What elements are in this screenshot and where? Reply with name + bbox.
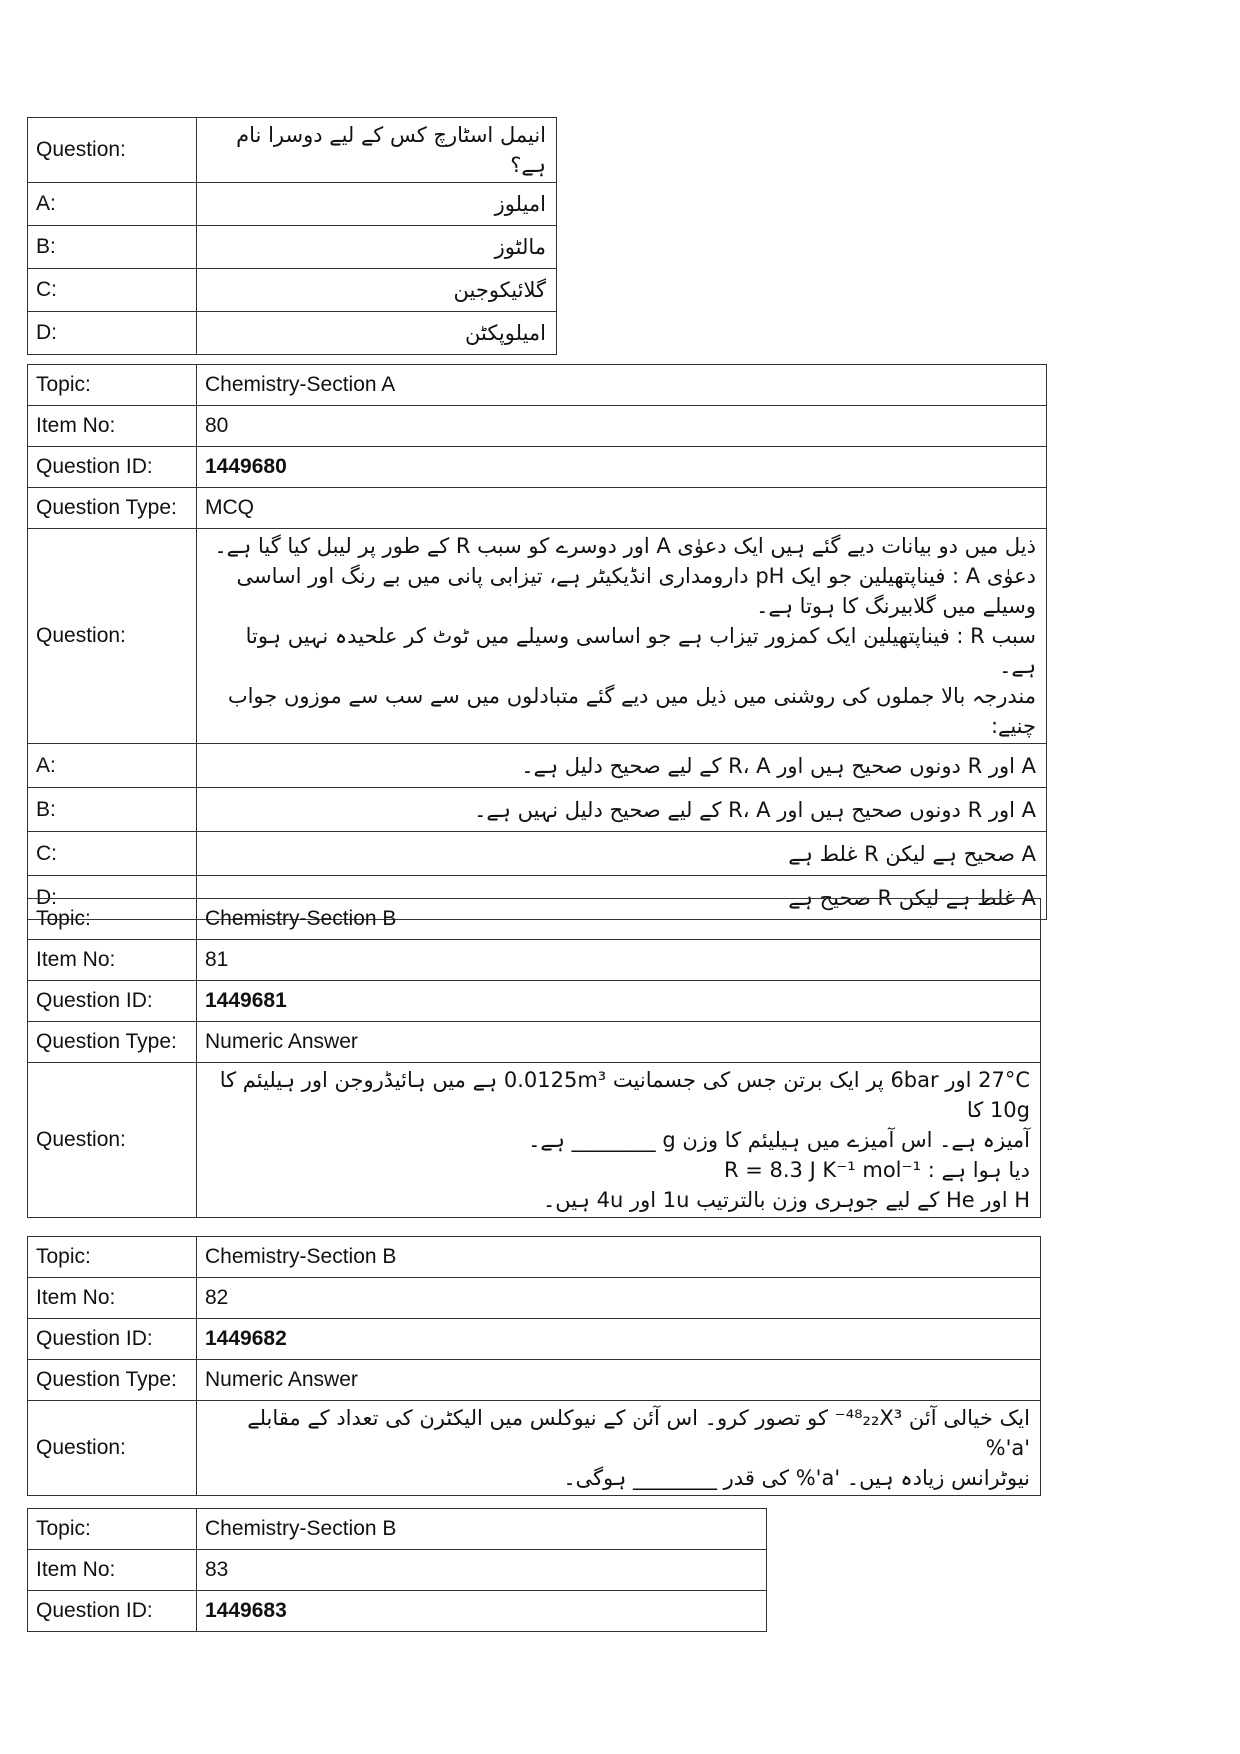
label-topic: Topic: xyxy=(28,1509,197,1550)
question-text xyxy=(197,529,1047,744)
label-item-no: Item No: xyxy=(28,406,197,447)
label-option-c: C: xyxy=(28,832,197,876)
item-no-value: 81 xyxy=(197,940,1041,981)
question-type-value: Numeric Answer xyxy=(197,1022,1041,1063)
label-question-id: Question ID: xyxy=(28,981,197,1022)
question-table-prev xyxy=(27,117,557,355)
question-text: انیمل اسٹارچ کس کے لیے دوسرا نام ہے؟ xyxy=(197,118,557,183)
question-text xyxy=(197,1401,1041,1496)
question-id-value: 1449682 xyxy=(197,1319,1041,1360)
item-no-value: 80 xyxy=(197,406,1047,447)
label-question-id: Question ID: xyxy=(28,447,197,488)
option-c: A صحیح ہے لیکن R غلط ہے xyxy=(197,832,1047,876)
label-option-d: D: xyxy=(28,876,197,920)
topic-value: Chemistry-Section B xyxy=(197,1509,767,1550)
topic-value: Chemistry-Section A xyxy=(197,365,1047,406)
topic-value: Chemistry-Section B xyxy=(197,899,1041,940)
option-b: مالٹوز xyxy=(197,226,557,269)
label-question-id: Question ID: xyxy=(28,1591,197,1632)
label-question: Question: xyxy=(28,1063,197,1218)
label-option-b: B: xyxy=(28,226,197,269)
label-topic: Topic: xyxy=(28,365,197,406)
item-no-value: 83 xyxy=(197,1550,767,1591)
label-option-b: B: xyxy=(28,788,197,832)
label-question-type: Question Type: xyxy=(28,1022,197,1063)
option-d: امیلوپکٹن xyxy=(197,312,557,355)
question-line: 27°C اور 6bar پر ایک برتن جس کی جسمانیت 0.0125m³ ہے میں ہائیڈروجن اور ہیلیئم کا 10g کا xyxy=(219,1068,1030,1122)
question-line: ایک خیالی آئن ⁴⁸₂₂X³⁻ کو تصور کرو۔ اس آئن کے نیوکلس میں الیکٹرن کی تعداد کے مقابلے 'a'% xyxy=(247,1406,1030,1460)
question-line: دعوٰی A : فیناپتھیلین جو ایک pH دارومداری انڈیکیٹر ہے، تیزابی پانی میں بے رنگ اور اساسی xyxy=(236,564,1036,588)
label-topic: Topic: xyxy=(28,899,197,940)
label-option-c: C: xyxy=(28,269,197,312)
option-b: A اور R دونوں صحیح ہیں اور R، A کے لیے صحیح دلیل نہیں ہے۔ xyxy=(197,788,1047,832)
label-item-no: Item No: xyxy=(28,940,197,981)
label-question-type: Question Type: xyxy=(28,488,197,529)
question-line: مندرجہ بالا جملوں کی روشنی میں ذیل میں دیے گئے متبادلوں میں سے سب سے موزوں جواب چنیے: xyxy=(227,684,1036,738)
question-line: نیوٹرانس زیادہ ہیں۔ 'a'% کی قدر ________ ہوگی۔ xyxy=(563,1466,1030,1490)
label-topic: Topic: xyxy=(28,1237,197,1278)
label-item-no: Item No: xyxy=(28,1278,197,1319)
question-table-80 xyxy=(27,364,1047,920)
question-table-83 xyxy=(27,1508,767,1632)
label-question: Question: xyxy=(28,529,197,744)
label-item-no: Item No: xyxy=(28,1550,197,1591)
topic-value: Chemistry-Section B xyxy=(197,1237,1041,1278)
question-line: دیا ہوا ہے : R = 8.3 J K⁻¹ mol⁻¹ xyxy=(723,1158,1030,1182)
label-option-a: A: xyxy=(28,183,197,226)
option-a: A اور R دونوں صحیح ہیں اور R، A کے لیے صحیح دلیل ہے۔ xyxy=(197,744,1047,788)
question-line: وسیلے میں گلابیرنگ کا ہوتا ہے۔ xyxy=(756,594,1036,618)
question-table-81 xyxy=(27,898,1041,1218)
question-id-value: 1449681 xyxy=(197,981,1041,1022)
question-line: H اور He کے لیے جوہری وزن بالترتیب 1u اور 4u ہیں۔ xyxy=(542,1188,1030,1212)
question-table-82 xyxy=(27,1236,1041,1496)
label-option-d: D: xyxy=(28,312,197,355)
question-type-value: Numeric Answer xyxy=(197,1360,1041,1401)
question-type-value: MCQ xyxy=(197,488,1047,529)
label-question: Question: xyxy=(28,1401,197,1496)
question-id-value: 1449680 xyxy=(197,447,1047,488)
question-line: ذیل میں دو بیانات دیے گئے ہیں ایک دعوٰی A اور دوسرے کو سبب R کے طور پر لیبل کیا گیا ہے۔ xyxy=(214,534,1036,558)
question-line: سبب R : فیناپتھیلین ایک کمزور تیزاب ہے جو اساسی وسیلے میں ٹوٹ کر علحیدہ نہیں ہوتا ہے۔ xyxy=(245,624,1036,678)
option-c: گلائیکوجین xyxy=(197,269,557,312)
question-line: آمیزہ ہے۔ اس آمیزے میں ہیلیئم کا وزن g ________ ہے۔ xyxy=(528,1128,1030,1152)
label-question-id: Question ID: xyxy=(28,1319,197,1360)
label-question-type: Question Type: xyxy=(28,1360,197,1401)
option-d: A غلط ہے لیکن R صحیح ہے xyxy=(197,876,1047,920)
item-no-value: 82 xyxy=(197,1278,1041,1319)
question-text xyxy=(197,1063,1041,1218)
question-id-value: 1449683 xyxy=(197,1591,767,1632)
label-option-a: A: xyxy=(28,744,197,788)
label-question: Question: xyxy=(28,118,197,183)
option-a: امیلوز xyxy=(197,183,557,226)
